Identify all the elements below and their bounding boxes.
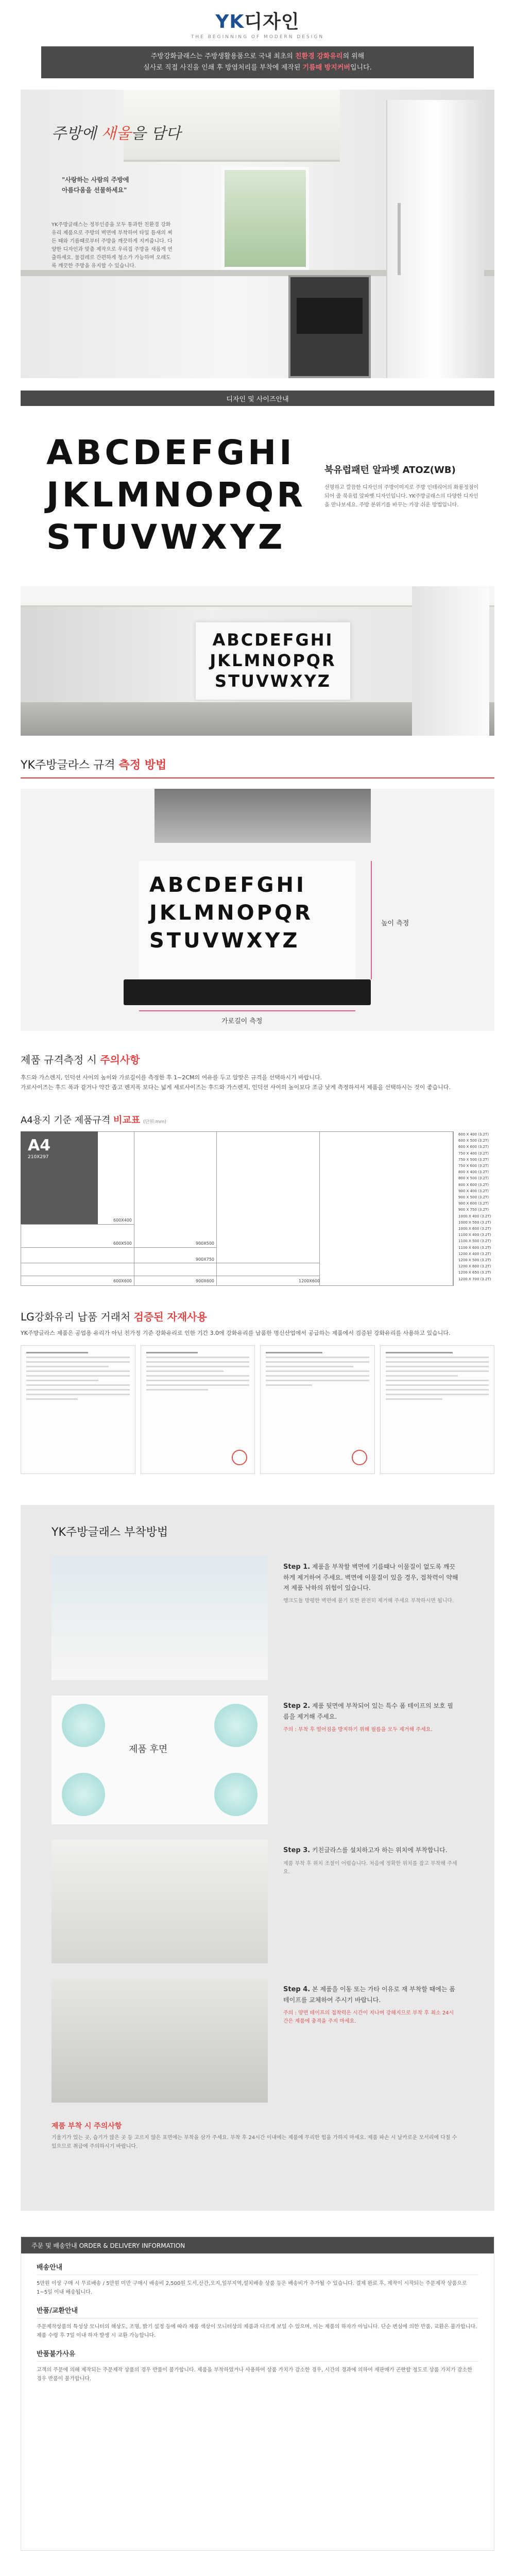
- step-4: Step 4. 본 제품을 이동 또는 가타 이유로 재 부착할 때에는 폼 테이프를 교체하여 주시기 바랍니다. 주의 : 양면 테이프의 접착력은 시간이 지나며 강해지므로 부착 후 최소 24시간은 제품에 충격을 주지 마세요.: [283, 1986, 455, 2024]
- shipping-title: 배송안내: [37, 2262, 478, 2275]
- attachment-title: YK주방글래스 부착방법: [52, 1526, 168, 1539]
- brand-header: [0, 0, 515, 46]
- step-2: Step 2. 제품 뒷면에 부착되어 있는 특수 폼 테이프의 보호 필름을 제거해 주세요. 주의 : 부착 후 떨어짐을 방지하기 위해 필름을 모두 제거해 주세요.: [283, 1702, 453, 1733]
- hero-quote: "사랑하는 사람의 주방에 아름다움을 선물하세요": [62, 176, 129, 194]
- step3-image: [52, 1840, 268, 1963]
- a4-sheet: A4 210X297: [21, 1131, 98, 1224]
- seal-stamp: [232, 1450, 247, 1465]
- step-3: Step 3. 키친글라스를 설치하고자 하는 위치에 부착합니다. 제품 부착 후 위치 조절이 어렵습니다. 처음에 정확한 위치를 잡고 부착해 주세요.: [283, 1846, 457, 1875]
- glass-panel-preview: ABCDEFGHI JKLMNOPQR STUVWXYZ: [196, 622, 350, 700]
- delivery-header: 주문 및 배송안내 ORDER & DELIVERY INFORMATION: [21, 2237, 494, 2253]
- size-list: 600 X 400 (3.2T) 600 X 500 (3.2T) 600 X 600 (3.2T) 750 X 400 (3.2T) 750 X 500 (3.2T) 750 X 600 (3.2T) 800 X 400 (3.2T) 800 X 500 (3.2T) 800 X 600 (3.2T) 900 X 400 (3.2T) 900 X 500 (3.2T) 900 X 600 (3.2T) 900 X 750 (3.2T) 1000 X 400 (3.2T) 1000 X 500 (3.2T) 1000 X 600 (3.2T) 1100 X 400 (3.2T) 1100 X 500 (3.2T) 1100 X 600 (3.2T) 1200 X 400 (3.2T) 1200 X 500 (3.2T) 1200 X 600 (3.2T) 1200 X 650 (3.2T) 1200 X 700 (3.2T): [458, 1132, 491, 1281]
- warning-title: 제품 부착 시 주의사항: [52, 2122, 122, 2130]
- size-cell: 600X600: [113, 1279, 132, 1283]
- seal-stamp: [352, 1450, 367, 1465]
- shipping-body: 5만원 이상 구매 시 무료배송 / 5만원 미만 구매시 배송비 2,500원 도서,산간,오지,일부지역,설치배송 상품 등은 배송비가 추가될 수 있습니다. 결제 완료 후, 제작이 시작되는 주문제작 상품으로 1~5일 이내 배송됩니다.: [37, 2281, 467, 2295]
- range-hood: [154, 789, 371, 843]
- return-title: 반품/교환안내: [37, 2305, 478, 2318]
- a4-compare-title: A4용지 기준 제품규격 비교표 (단위:mm): [21, 1115, 166, 1126]
- step2-image: [52, 1696, 268, 1824]
- delivery-info: [21, 2236, 494, 2551]
- warning-body: 기울기가 있는 곳, 습기가 많은 곳 등 고르지 않은 표면에는 부착을 삼가 주세요. 부착 후 24시간 이내에는 제품에 무리한 힘을 가하지 마세요. 제품 파손 시 날카로운 모서리에 다칠 수 있으므로 취급에 주의하시기 바랍니다.: [52, 2135, 457, 2149]
- size-cell: 900X600: [196, 1279, 215, 1283]
- step-1: Step 1. 제품을 부착할 벽면에 기름때나 이물질이 없도록 깨끗하게 제거하여 주세요. 벽면에 이물질이 있을 경우, 접착력이 약해져 제품 낙하의 위험이 있습니다. 행크도듈 방평한 벽면에 붙기 또한 완전히 제거해 주세요 부착하시면 됩니다.: [283, 1563, 458, 1604]
- lg-glass-title: LG강화유리 납품 거래처 검증된 자재사용: [21, 1311, 207, 1323]
- certificate-document: [260, 1345, 375, 1474]
- glass-panel: ABCDEFGHI JKLMNOPQR STUVWXYZ: [139, 861, 355, 979]
- notice-body: 후드와 가스렌지, 인덕션 사이의 높이와 가로길이를 측정한 후 1~2CM의 여유를 두고 알맞은 규격을 선택하시기 바랍니다. 가로사이즈는 후드 폭과 같거나 약간 좁고 렌지폭 보다는 넓게 세로사이즈는 후드와 가스렌지, 인덕션 사이의 높이보다 조금 낮게 측정하셔서 제품을 선택하시는 것이 좋습니다.: [21, 1074, 451, 1091]
- brand-logo: YK디자인: [215, 11, 300, 32]
- product-description: 선명하고 깔끔한 디자인의 주방이미지로 주방 인테리어의 화룡정점이 되어 줄 북유럽 알파벳 디자인입니다. YK주방글래스의 다양한 디자인을 만나보세요. 주방 분위기를 바꾸는 가장 쉬운 방법입니다.: [324, 485, 479, 508]
- spec-title: YK주방글라스 규격 측정 방법: [21, 759, 167, 772]
- step4-image: [52, 1979, 268, 2103]
- certificate-documents: [21, 1345, 494, 1474]
- size-cell: 900X750: [196, 1257, 215, 1262]
- measurement-diagram: [21, 789, 494, 1031]
- return-body: 주문제작상품의 특성상 모니터의 해상도, 조명, 밝기 설정 등에 따라 제품 색상이 모니터상의 제품과 다르게 보일 수 있으며, 이는 제품의 하자가 아닙니다. 단순 변심에 의한 반품, 교환은 불가합니다. 제품 수령 후 7일 이내 하자 발생 시 교환 가능합니다.: [37, 2324, 477, 2338]
- divider: [21, 777, 494, 778]
- no-return-title: 반품불가사유: [37, 2348, 478, 2362]
- a4-compare-table: [21, 1131, 494, 1286]
- attachment-guide: [21, 1505, 494, 2211]
- design-section: [21, 421, 494, 576]
- size-cell: 900X500: [196, 1241, 215, 1246]
- oven: [288, 275, 371, 378]
- cooktop: [124, 979, 371, 1005]
- certificate-document: [141, 1345, 255, 1474]
- alphabet-pattern: ABCDEFGHI JKLMNOPQR STUVWXYZ: [46, 433, 306, 557]
- notice-title: 제품 규격측정 시 주의사항: [21, 1054, 140, 1066]
- installed-example-image: [21, 586, 494, 736]
- width-label: 가로길이 측정: [221, 1018, 263, 1025]
- height-guide: [371, 861, 372, 979]
- lg-glass-description: YK주방글라스 제품은 공업용 유리가 아닌 친가정 기준 강화유리로 인한 기간 3.0에 강화유리를 납품한 명신산업에서 공급하는 제품에서 검증된 강화유리를 사용하고 있습니다.: [21, 1330, 451, 1336]
- kitchen-window: [221, 167, 309, 270]
- step1-image: [52, 1556, 268, 1680]
- height-label: 높이 측정: [381, 920, 409, 927]
- size-cell: 1200X600: [299, 1279, 320, 1283]
- back-label: 제품 후면: [129, 1744, 168, 1755]
- size-cell: 600X500: [113, 1241, 132, 1246]
- hero-kitchen-image: [21, 90, 494, 378]
- certificate-document: [21, 1345, 135, 1474]
- product-title: 북유럽패턴 알파벳 ATOZ(WB): [324, 465, 456, 476]
- certificate-document: [380, 1345, 495, 1474]
- design-section-bar: 디자인 및 사이즈안내: [21, 391, 494, 406]
- size-cell: 600X400: [113, 1218, 132, 1223]
- no-return-body: 고객의 주문에 의해 제작되는 주문제작 상품의 경우 반품이 불가합니다. 제품을 부착하였거나 사용하여 상품 가치가 감소한 경우, 시간의 경과에 의하여 재판매가 곤란할 정도로 상품 가치가 감소한 경우 반품이 불가합니다.: [37, 2367, 472, 2382]
- brand-tagline: THE BEGINNING OF MODERN DESIGN: [191, 34, 324, 40]
- width-guide: [139, 1010, 355, 1011]
- intro-banner: 주방강화글래스는 주방생활용품으로 국내 최초의 친환경 강화유리의 위해 실사로 직접 사진을 인쇄 후 방염처리를 부착에 제작된 기름때 방지커버입니다.: [41, 46, 474, 78]
- hero-script-title: 주방에 새울을 담다: [52, 125, 181, 143]
- refrigerator: [386, 100, 484, 378]
- hero-description: YK주방글래스는 정부인증을 모두 통과한 친환경 강화유리 제품으로 주방의 벽면에 부착하여 타일 틈새의 찌든 때와 기름때로부터 주방을 깨끗하게 지켜줍니다. 다양한 디자인과 맞춤 제작으로 우리집 주방을 새롭게 연출하세요. 물걸레로 간편하게 청소가 가능하며 오래도록 깨끗한 주방을 유지할 수 있습니다.: [52, 222, 173, 269]
